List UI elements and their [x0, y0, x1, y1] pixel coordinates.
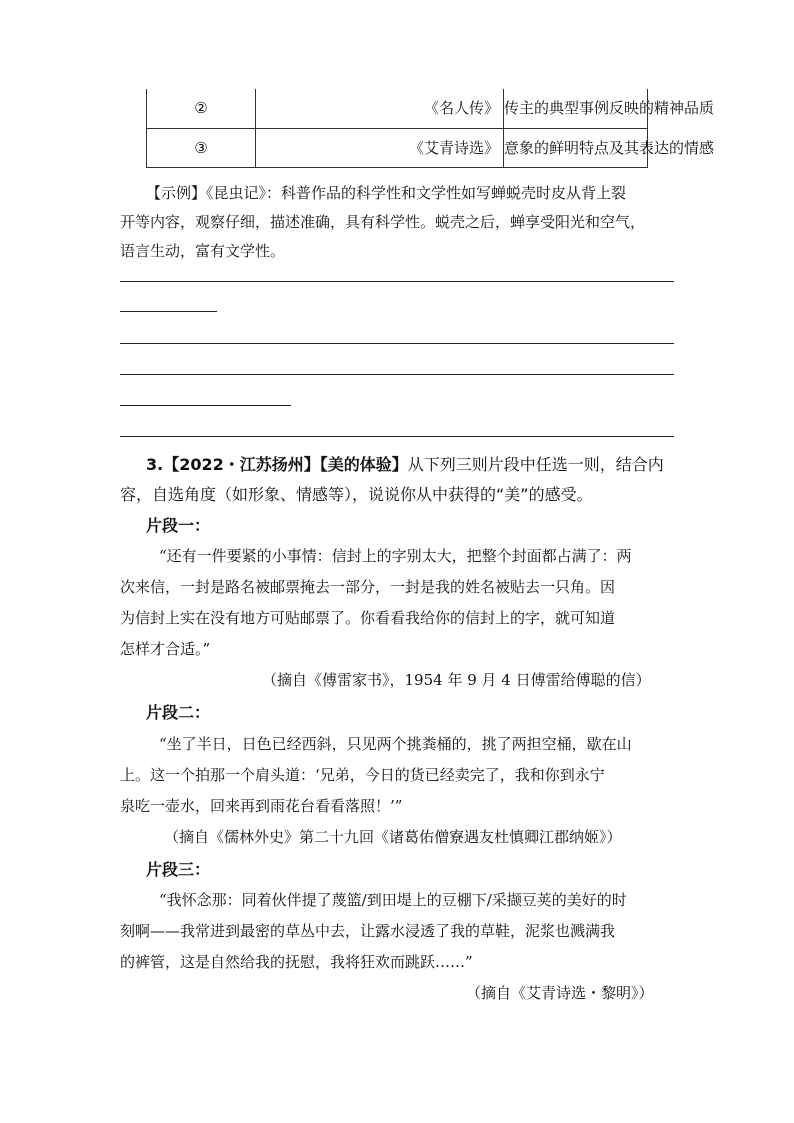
book-title: 《名人传》	[423, 99, 499, 117]
answer-line	[120, 281, 674, 282]
example-line: 开等内容，观察仔细，描述准确，具有科学性。蜕壳之后，蝉享受阳光和空气，	[120, 213, 646, 231]
table-row	[147, 89, 715, 127]
question-3-label: 3.【2022・江苏扬州】【美的体验】	[146, 455, 408, 474]
fragment-line: 怎样才合适。”	[120, 640, 211, 658]
fragment-line: 泉吃一壶水，回来再到雨花台看看落照！’”	[120, 797, 403, 815]
fragment-line: “还有一件要紧的小事情：信封上的字别太大，把整个封面都占满了：两	[159, 547, 632, 565]
fragment-line: 的裤管，这是自然给我的抚慰，我将狂欢而跳跃……”	[120, 953, 473, 971]
fragment-line: 为信封上实在没有地方可贴邮票了。你看看我给你的信封上的字，就可知道	[120, 609, 616, 627]
fragment-line: 刻啊——我常进到最密的草丛中去，让露水浸透了我的草鞋，泥浆也溅满我	[120, 922, 616, 940]
answer-line	[120, 436, 674, 437]
fragment-source: （摘自《儒林外史》第二十九回《诸葛佑僧寮遇友杜慎卿江郡纳姬》）	[164, 828, 622, 846]
question-3-text: 从下列三则片段中任选一则，结合内	[407, 455, 664, 474]
fragment-line: 次来信，一封是路名被邮票掩去一部分，一封是我的姓名被贴去一只角。因	[120, 578, 616, 596]
question-3-line: 容，自选角度（如形象、情感等），说说你从中获得的“美”的感受。	[120, 485, 593, 504]
fragment-line: “我怀念那：同着伙伴提了蔑篮/到田堤上的豆棚下/采撷豆荚的美好的时	[159, 891, 627, 909]
example-line: 【示例】《昆虫记》：科普作品的科学性和文学性如写蝉蜕壳时皮从背上裂	[146, 184, 627, 202]
answer-line	[120, 405, 291, 406]
book-title: 《艾青诗选》	[408, 139, 499, 157]
topic: 传主的典型事例反映的精神品质	[504, 99, 715, 117]
answer-line	[120, 311, 217, 312]
reading-table	[146, 89, 715, 168]
question-3-line	[146, 452, 664, 475]
example-line: 语言生动，富有文学性。	[120, 242, 286, 260]
row-number: ②	[194, 99, 208, 117]
answer-line	[120, 374, 674, 375]
fragment-title: 片段三：	[146, 860, 211, 879]
fragment-source: （摘自《艾青诗选・黎明》）	[466, 984, 654, 1002]
table-row	[147, 128, 715, 167]
topic: 意象的鲜明特点及其表达的情感	[504, 139, 715, 157]
fragment-title: 片段二：	[146, 703, 211, 722]
answer-line	[120, 343, 674, 344]
fragment-source: （摘自《傅雷家书》，1954 年 9 月 4 日傅雷给傅聪的信）	[262, 671, 651, 689]
fragment-line: “坐了半日，日色已经西斜，只见两个挑粪桶的，挑了两担空桶，歇在山	[159, 735, 632, 753]
fragment-title: 片段一：	[146, 516, 211, 535]
row-number: ③	[194, 139, 208, 157]
fragment-line: 上。这一个拍那一个肩头道：‘兄弟，今日的货已经卖完了，我和你到永宁	[120, 766, 605, 784]
